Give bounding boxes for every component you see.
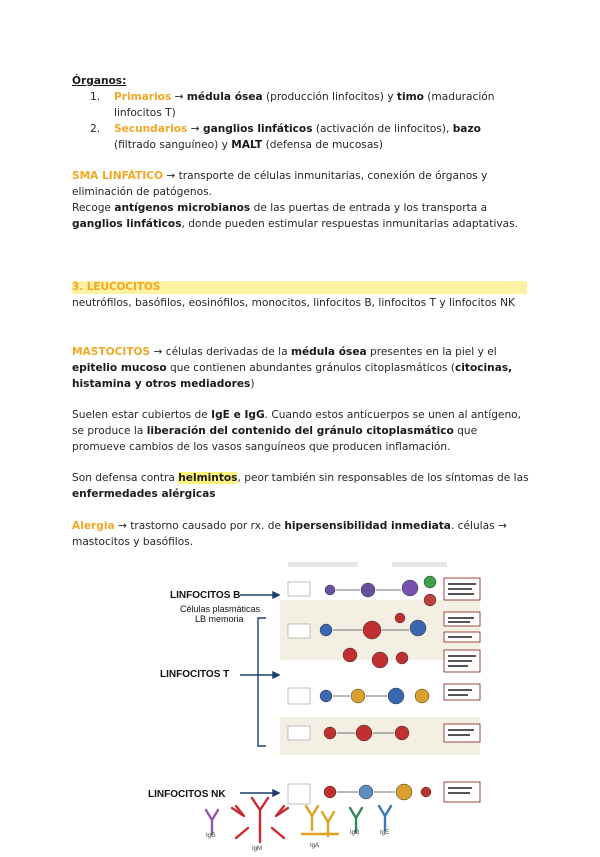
organos-heading: Órganos: <box>72 75 127 87</box>
figure-diagram <box>140 560 490 850</box>
label-lb-memoria: LB memoria <box>195 614 244 624</box>
term-sma: SMA LINFÁTICO <box>72 170 163 182</box>
leucocitos-list: neutrófilos, basófilos, eosinófilos, monocitos, linfocitos B, linfocitos T y linfocitos NK <box>72 297 515 309</box>
ab-label-igg: IgG <box>206 833 216 839</box>
list-text: Secundarios → ganglios linfáticos (activación de linfocitos), bazo (filtrado sanguíneo) y MALT (defensa de mucosas) <box>114 123 481 151</box>
highlight-helmintos: helmintos <box>178 472 238 484</box>
lymphocyte-figure <box>140 560 490 850</box>
ab-label-ige: IgE <box>380 830 390 836</box>
ige-paragraph: Suelen estar cubiertos de IgE e IgG. Cuando estos anticuerpos se unen al antígeno, se produce la liberación del contenido del gránulo citoplasmático que promueve cambios de los vasos sanguíneos que producen inflamación. <box>72 409 522 453</box>
section-heading-leucocitos: 3. LEUCOCITOS <box>72 281 527 294</box>
term-alergia: Alergia <box>72 520 115 532</box>
list-number: 1. <box>90 91 101 103</box>
mastocitos-paragraph: MASTOCITOS → células derivadas de la médula ósea presentes en la piel y el epitelio mucoso que contienen abundantes gránulos citoplasmáticos (citocinas, histamina y otros mediadores) <box>72 346 513 390</box>
list-number: 2. <box>90 123 101 135</box>
ab-label-iga: IgA <box>310 843 320 849</box>
label-plasmaticas: Células plasmáticas <box>180 604 261 614</box>
term-secundarios: Secundarios <box>114 123 188 135</box>
label-linfocitos-b: LINFOCITOS B <box>170 590 241 601</box>
label-linfocitos-nk: LINFOCITOS NK <box>148 789 226 800</box>
term-mastocitos: MASTOCITOS <box>72 346 151 358</box>
helmintos-paragraph: Son defensa contra helmintos, peor también sin responsables de los síntomas de las enfermedades alérgicas <box>72 472 529 500</box>
ab-label-igd: IgD <box>350 830 360 836</box>
label-linfocitos-t: LINFOCITOS T <box>160 669 230 680</box>
list-text: Primarios → médula ósea (producción linfocitos) y timo (maduración linfocitos T) <box>114 91 495 119</box>
sma-paragraph: SMA LINFÁTICO → transporte de células inmunitarias, conexión de órganos y eliminación de patógenos. Recoge antígenos microbianos de las puertas de entrada y los transporta a ganglios linfáticos, donde pueden estimular respuestas inmunitarias adaptativas. <box>72 170 519 230</box>
alergia-paragraph: Alergia → trastorno causado por rx. de hipersensibilidad inmediata. células → mastocitos y basófilos. <box>72 520 507 548</box>
term-primarios: Primarios <box>114 91 172 103</box>
ab-label-igm: IgM <box>252 846 263 852</box>
